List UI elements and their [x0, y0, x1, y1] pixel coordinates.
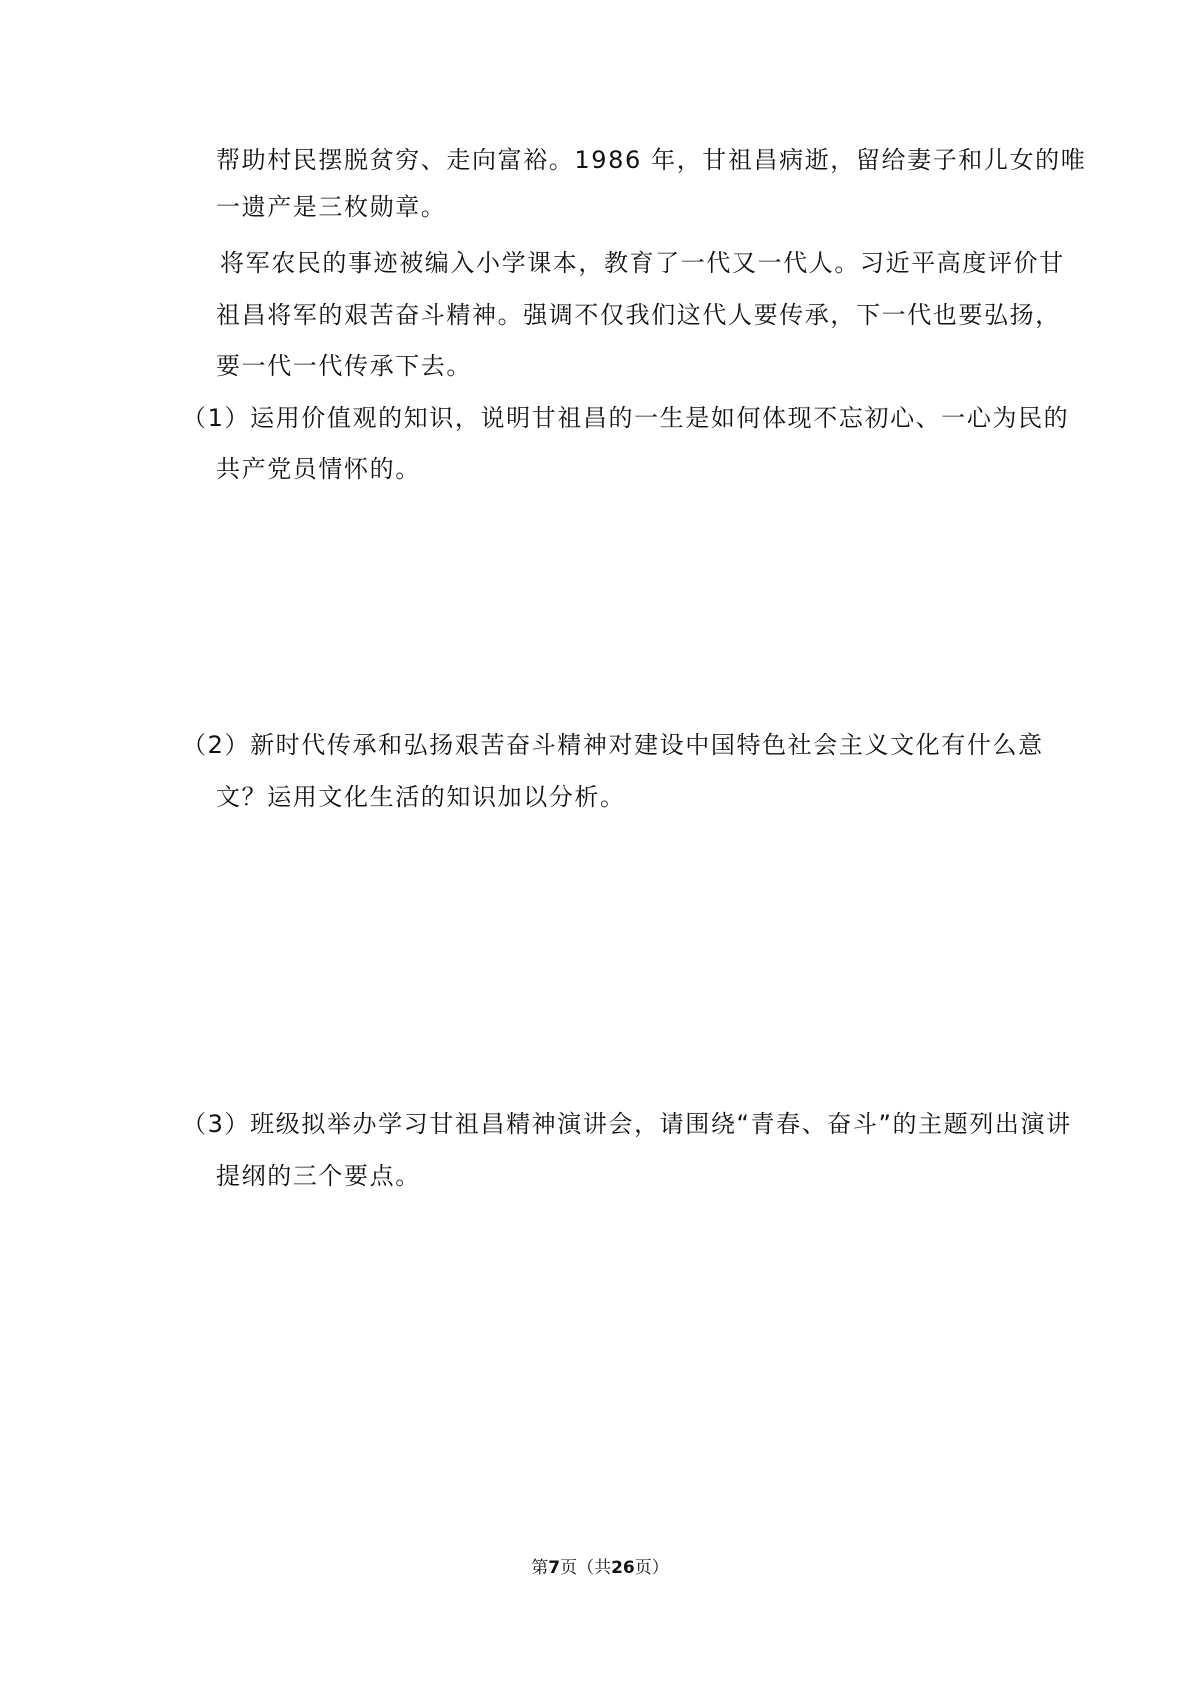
question-2-line-1: （2）新时代传承和弘扬艰苦奋斗精神对建设中国特色社会主义文化有什么意	[182, 731, 1044, 759]
question-2-line-2: 文？运用文化生活的知识加以分析。	[216, 783, 626, 811]
question-3-line-2: 提纲的三个要点。	[216, 1162, 421, 1190]
passage-line-4: 祖昌将军的艰苦奋斗精神。强调不仅我们这代人要传承，下一代也要弘扬，	[216, 301, 1061, 329]
footer-total-pages: 26	[611, 1558, 635, 1578]
footer-prefix: 第	[531, 1558, 549, 1578]
passage-line-1: 帮助村民摆脱贫穷、走向富裕。1986 年，甘祖昌病逝，留给妻子和儿女的唯	[216, 146, 1087, 174]
footer-middle: 页（共	[560, 1558, 612, 1578]
question-1-line-1: （1）运用价值观的知识，说明甘祖昌的一生是如何体现不忘初心、一心为民的	[182, 404, 1070, 432]
question-1-line-2: 共产党员情怀的。	[216, 455, 421, 483]
passage-line-2: 一遗产是三枚勋章。	[216, 193, 447, 221]
page-footer	[0, 1556, 1200, 1580]
question-3-line-1: （3）班级拟举办学习甘祖昌精神演讲会，请围绕“青春、奋斗”的主题列出演讲	[182, 1110, 1072, 1138]
footer-page-number: 7	[548, 1558, 561, 1578]
passage-line-5: 要一代一代传承下去。	[216, 352, 472, 380]
passage-line-3: 将军农民的事迹被编入小学课本，教育了一代又一代人。习近平高度评价甘	[220, 249, 1065, 277]
footer-suffix: 页）	[634, 1558, 669, 1578]
